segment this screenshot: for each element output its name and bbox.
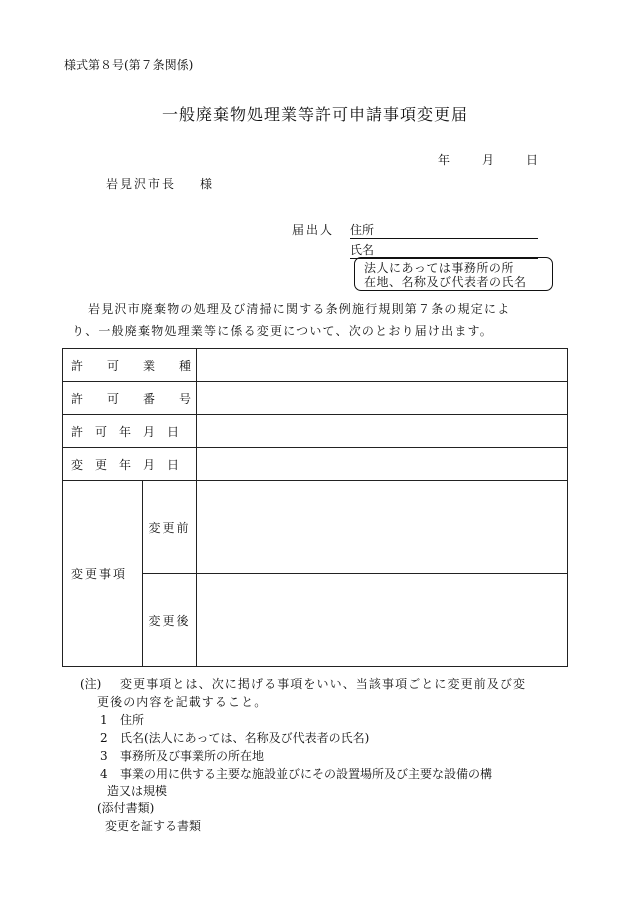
note-marker: (注) bbox=[80, 677, 102, 691]
attachments-item: 変更を証する書類 bbox=[105, 819, 202, 833]
note-line1: 変更事項とは、次に掲げる事項をいい、当該事項ごとに変更前及び変 bbox=[120, 677, 527, 691]
corporate-note-line2: 在地、名称及び代表者の氏名 bbox=[364, 275, 527, 289]
table-row bbox=[63, 415, 568, 448]
note-item-1-num: 1 bbox=[100, 713, 108, 727]
address-field[interactable] bbox=[350, 221, 538, 239]
note-item-4-text: 事業の用に供する主要な施設並びにその設置場所及び主要な設備の構 bbox=[120, 767, 493, 781]
permit-number-field[interactable] bbox=[197, 382, 568, 415]
before-change-label: 変更前 bbox=[143, 481, 197, 574]
after-change-label: 変更後 bbox=[143, 574, 197, 667]
permit-number-label: 許 可 番 号 bbox=[63, 382, 197, 415]
name-label: 氏名 bbox=[350, 243, 375, 257]
note-item-3-num: 3 bbox=[100, 749, 108, 763]
address-label: 住所 bbox=[350, 223, 375, 237]
table-row bbox=[63, 481, 568, 574]
note-item-1-text: 住所 bbox=[120, 713, 145, 727]
permit-date-label: 許 可 年 月 日 bbox=[63, 415, 197, 448]
intro-line2: り、一般廃棄物処理業等に係る変更について、次のとおり届け出ます。 bbox=[72, 324, 493, 338]
table-row bbox=[63, 382, 568, 415]
note-item-3-text: 事務所及び事業所の所在地 bbox=[120, 749, 265, 763]
attachments-label: (添付書類) bbox=[97, 801, 155, 815]
note-line2: 更後の内容を記載すること。 bbox=[97, 695, 268, 709]
note-item-2-num: 2 bbox=[100, 731, 108, 745]
before-change-field[interactable] bbox=[197, 481, 568, 574]
addressee-honorific: 様 bbox=[200, 177, 213, 191]
table-row bbox=[63, 448, 568, 481]
note-item-4-num: 4 bbox=[100, 767, 108, 781]
change-form-table bbox=[62, 348, 568, 667]
note-item-2-text: 氏名(法人にあっては、名称及び代表者の氏名) bbox=[120, 731, 370, 745]
permit-date-field[interactable] bbox=[197, 415, 568, 448]
permit-type-label: 許 可 業 種 bbox=[63, 349, 197, 382]
change-items-label: 変更事項 bbox=[63, 481, 143, 667]
form-number: 様式第８号(第７条関係) bbox=[64, 58, 194, 72]
date-year-label: 年 bbox=[438, 153, 451, 167]
after-change-field[interactable] bbox=[197, 574, 568, 667]
applicant-label: 届出人 bbox=[292, 223, 335, 237]
change-date-label: 変 更 年 月 日 bbox=[63, 448, 197, 481]
table-row bbox=[63, 349, 568, 382]
change-date-field[interactable] bbox=[197, 448, 568, 481]
note-item-4-cont: 造又は規模 bbox=[107, 784, 168, 798]
page-title: 一般廃棄物処理業等許可申請事項変更届 bbox=[161, 105, 468, 124]
date-month-label: 月 bbox=[482, 153, 495, 167]
intro-line1: 岩見沢市廃棄物の処理及び清掃に関する条例施行規則第７条の規定によ bbox=[88, 302, 511, 316]
corporate-note-line1: 法人にあっては事務所の所 bbox=[364, 261, 514, 275]
date-day-label: 日 bbox=[526, 153, 539, 167]
permit-type-field[interactable] bbox=[197, 349, 568, 382]
addressee: 岩見沢市長 bbox=[106, 177, 177, 191]
